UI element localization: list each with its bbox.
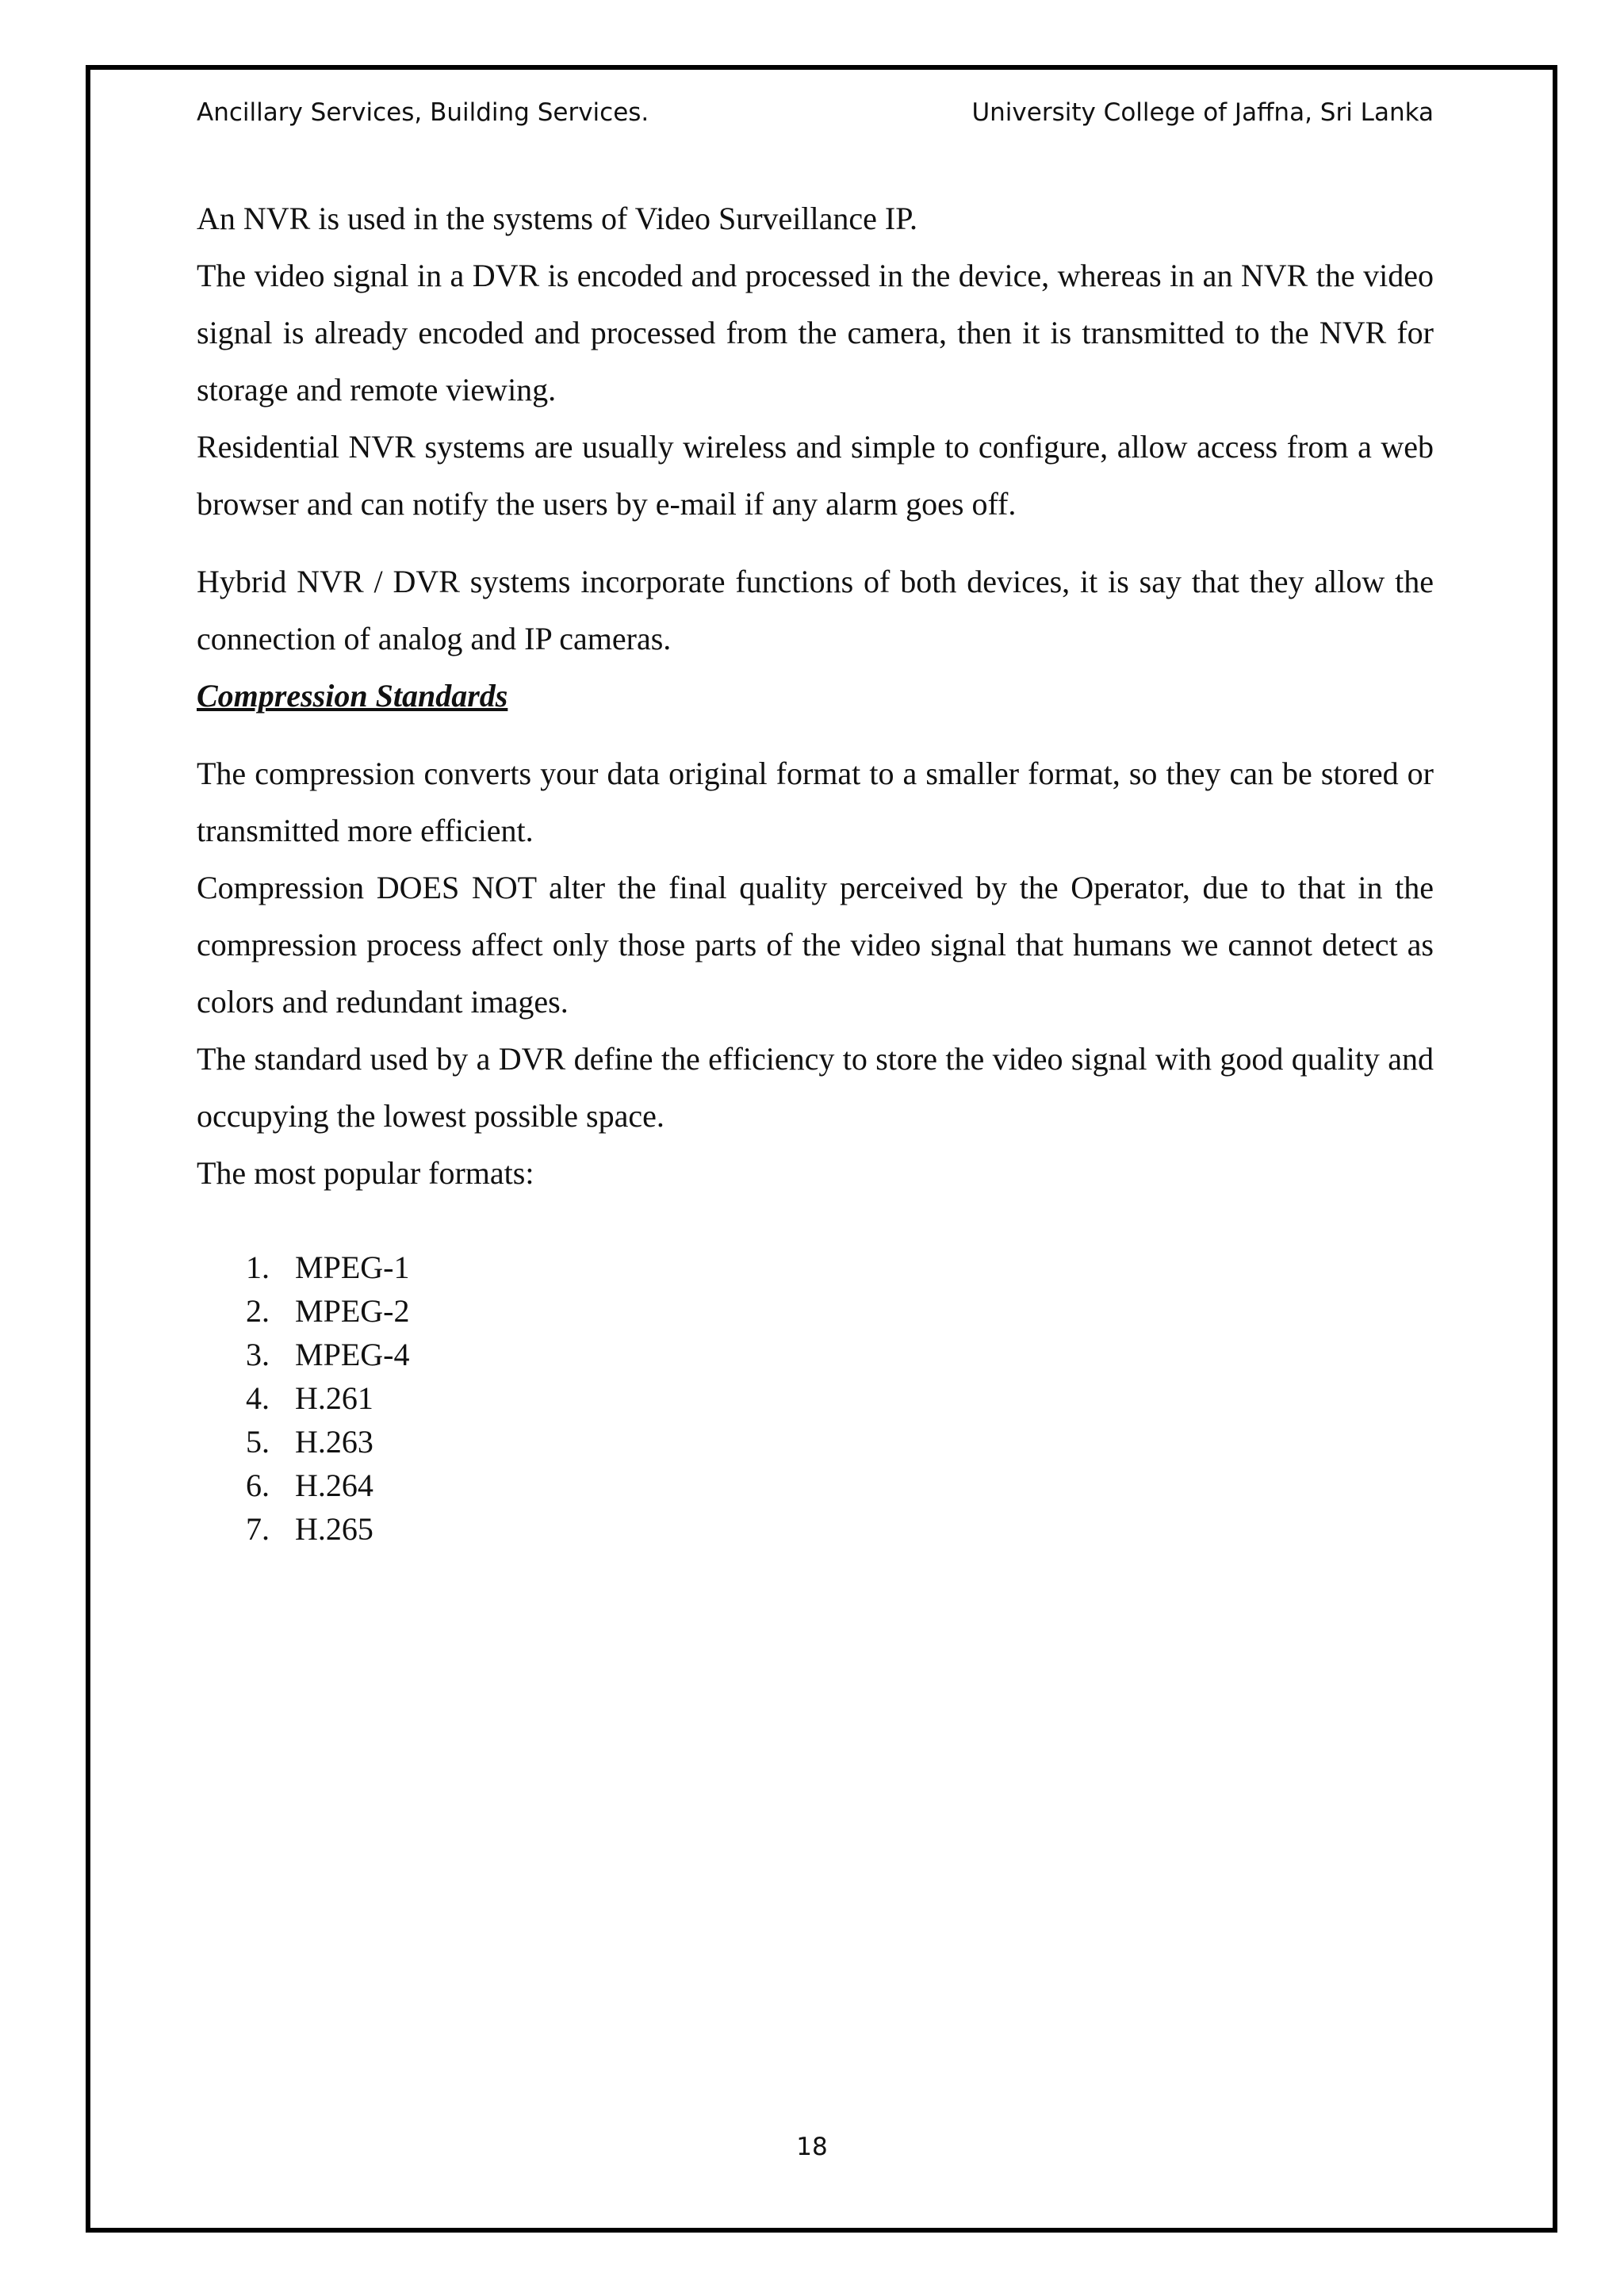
list-item [246,1507,1434,1551]
list-item-label: H.264 [295,1468,373,1503]
list-item-number: 2. [246,1293,270,1329]
list-item-number: 7. [246,1511,270,1547]
page-number: 18 [796,2133,828,2161]
list-item-label: MPEG-2 [295,1293,410,1329]
page-header [197,98,1434,138]
list-item-number: 1. [246,1249,270,1285]
paragraph-popular-formats: The most popular formats: [197,1155,534,1191]
page-body [197,190,1434,1551]
list-item [246,1246,1434,1289]
list-item-label: MPEG-1 [295,1249,410,1285]
list-item [246,1333,1434,1376]
paragraph-residential-nvr: Residential NVR systems are usually wireless and simple to configure, allow access from a web browser and can notify the users by e-mail if any alarm goes off. [197,429,1434,522]
list-item-number: 3. [246,1337,270,1372]
header-course-title: Ancillary Services, Building Services. [197,98,649,127]
list-item-label: H.263 [295,1424,373,1460]
section-heading: Compression Standards [197,678,508,714]
list-item [246,1376,1434,1420]
paragraph-nvr-intro: An NVR is used in the systems of Video Surveillance IP. [197,201,918,236]
paragraph-compression-intro: The compression converts your data original format to a smaller format, so they can be stored or transmitted more efficient. [197,756,1434,848]
list-item-label: H.261 [295,1380,373,1416]
paragraph-dvr-standard: The standard used by a DVR define the efficiency to store the video signal with good quality and occupying the lowest possible space. [197,1041,1434,1134]
header-institution: University College of Jaffna, Sri Lanka [971,98,1434,127]
paragraph-dvr-vs-nvr: The video signal in a DVR is encoded and processed in the device, whereas in an NVR the video signal is already encoded and processed from the camera, then it is transmitted to the NVR for storage and remote viewing. [197,258,1434,408]
list-item-label: H.265 [295,1511,373,1547]
list-item-number: 5. [246,1424,270,1460]
list-item-number: 4. [246,1380,270,1416]
list-item [246,1464,1434,1507]
list-item [246,1289,1434,1333]
list-item-label: MPEG-4 [295,1337,410,1372]
paragraph-hybrid: Hybrid NVR / DVR systems incorporate functions of both devices, it is say that they allow the connection of analog and IP cameras. [197,564,1434,656]
list-item [246,1420,1434,1464]
paragraph-compression-quality: Compression DOES NOT alter the final quality perceived by the Operator, due to that in the compression process affect only those parts of the video signal that humans we cannot detect as colors and redundant images. [197,870,1434,1020]
list-item-number: 6. [246,1468,270,1503]
formats-list [197,1246,1434,1551]
